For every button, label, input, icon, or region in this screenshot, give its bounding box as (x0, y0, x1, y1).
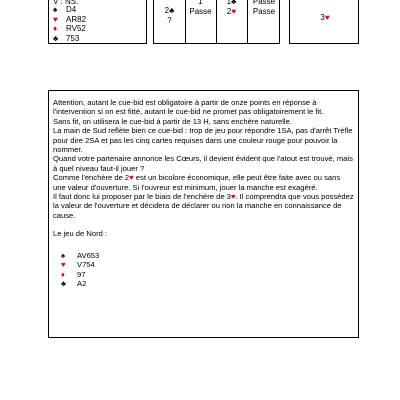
paragraph: Quand votre partenaire annonce les Cœurs, il devient évident que l'atout est trouvé, mais à quel niveau faut-il jouer ? (53, 154, 353, 173)
bid-question: ? (167, 15, 172, 25)
north-clubs-cards: A2 (77, 279, 87, 289)
club-icon: ♣ (169, 6, 175, 15)
bid-cell-east (216, 0, 247, 16)
bid-pass: Passe (252, 0, 276, 6)
heart-icon: ♥ (61, 260, 66, 270)
north-diamonds-cards: 97 (77, 269, 86, 279)
north-spades-line (53, 251, 354, 261)
heart-icon: ♥ (230, 192, 236, 202)
heart-icon: ♥ (129, 173, 134, 183)
bid-level: 2 (164, 6, 170, 15)
bid-cell-south (247, 0, 281, 16)
paragraph: Il faut donc lui proposer par le biais de l'enchère de 3♥. Il comprendra que vous possédez la valeur de l'ouverture et décidera de déclarer ou non la manche en connaissance de cause. (53, 192, 354, 220)
north-hand (53, 251, 354, 289)
north-clubs-line (53, 279, 354, 289)
bidding-table (153, 0, 280, 44)
heart-icon: ♥ (231, 6, 237, 16)
paragraph: Attention, autant le cue-bid est obligatoire à partir de onze points en réponse à l'intervention si on est fitté, autant le cue-bid ne promet pas obligatoirement le fit. (53, 98, 324, 117)
bid-level: 1 (226, 0, 232, 6)
south-diamonds-cards: RV52 (66, 24, 86, 33)
heart-icon: ♥ (53, 14, 58, 24)
bid-cell-west (154, 6, 185, 25)
spade-icon: ♠ (61, 250, 66, 260)
bid-pass: Passe (189, 6, 212, 16)
south-hand-box (48, 0, 147, 44)
south-diamonds-line (53, 24, 86, 34)
north-hearts-cards: V754 (77, 260, 95, 270)
south-hearts-cards: AR82 (66, 14, 87, 24)
north-hand-label: Le jeu de Nord : (53, 229, 108, 239)
south-spades-line (53, 5, 86, 15)
north-diamonds-line (53, 270, 354, 280)
paragraph: La main de Sud reflète bien ce cue-bid : trop de jeu pour répondre 1SA, pas d'arrêt Trèfle pour dire 2SA et pas les cinq cartes requises dans une couleur rouge pour pouvoir la nommer. (53, 126, 353, 155)
diamond-icon: ♦ (53, 24, 58, 33)
answer-box (289, 0, 359, 44)
south-hearts-line (53, 15, 86, 25)
vulnerability-label: V : NS. (53, 0, 79, 6)
south-hand-cards (53, 5, 86, 43)
bid-level: 1 (198, 0, 203, 6)
south-clubs-line (53, 34, 86, 44)
answer-bid (290, 13, 360, 23)
club-icon: ♣ (53, 33, 59, 43)
north-spades-cards: AV653 (77, 250, 100, 260)
spade-icon: ♠ (53, 5, 58, 14)
paragraph: Comme l'enchère de 2♥ est un bicolore économique, elle peut être faite avec ou sans une valeur d'ouverture. Si l'ouvreur est minimum, jouer la manche est exagéré. (53, 173, 341, 192)
club-icon: ♣ (61, 279, 66, 289)
north-hearts-line (53, 260, 354, 270)
diamond-icon: ♦ (61, 269, 65, 279)
south-spades-cards: D4 (66, 5, 77, 14)
explanation-box (48, 90, 359, 338)
bid-cell-north (185, 0, 216, 16)
bid-level: 2 (226, 6, 232, 16)
club-icon: ♣ (231, 0, 237, 6)
heart-icon: ♥ (324, 13, 330, 22)
bid-pass: Passe (252, 6, 276, 16)
paragraph: Sans fit, on utilisera le cue-bid à partir de 13 H, sans enchère naturelle. (53, 116, 292, 126)
answer-level: 3 (320, 13, 325, 22)
south-clubs-cards: 753 (66, 33, 80, 43)
